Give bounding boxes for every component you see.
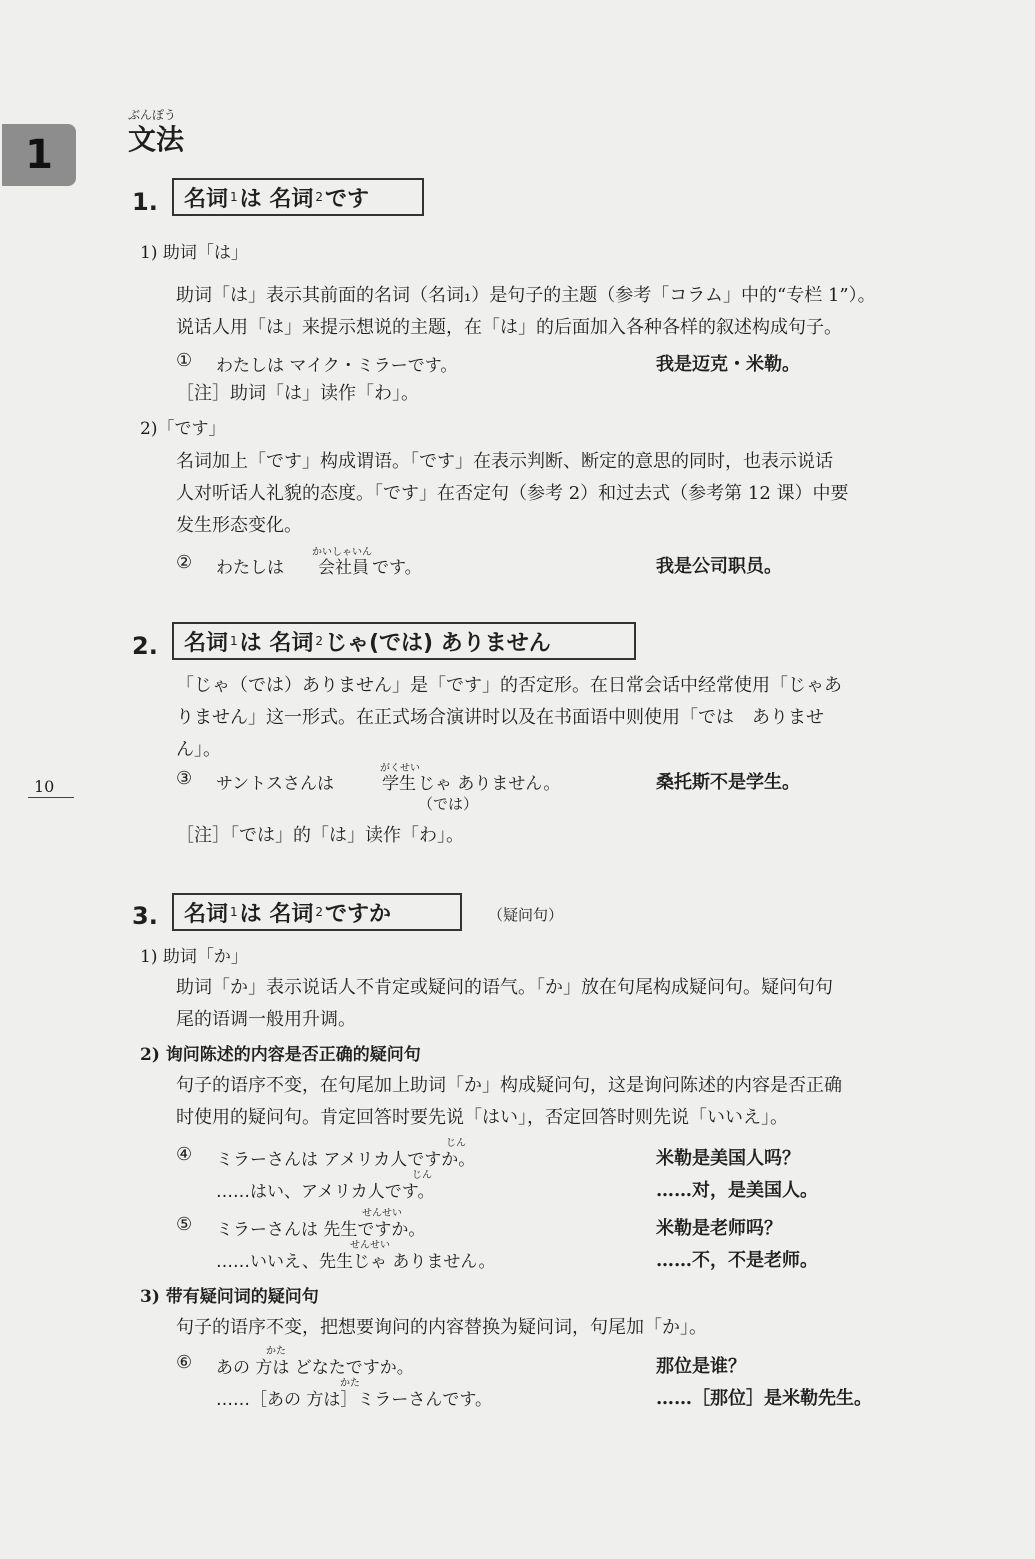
- page-number: 10: [34, 777, 55, 796]
- section-2-number: 2.: [132, 632, 158, 660]
- section-1-pattern-box: [172, 178, 424, 216]
- example-chinese: ……不，不是老师。: [656, 1250, 818, 1271]
- pattern-middle: は 名词: [239, 186, 314, 212]
- example-japanese: じゃ ありません。: [418, 774, 561, 794]
- pattern-subscript: 1: [230, 190, 238, 204]
- paragraph-line: 发生形态变化。: [176, 515, 302, 536]
- example-chinese: ……对，是美国人。: [656, 1180, 818, 1201]
- example-japanese: ミラーさんは アメリカ人ですか。: [216, 1150, 476, 1170]
- sub-heading: 3) 带有疑问词的疑问句: [140, 1287, 319, 1307]
- furigana: せんせい: [362, 1208, 402, 1219]
- furigana: せんせい: [350, 1240, 390, 1251]
- example-japanese: あの 方は どなたですか。: [216, 1358, 414, 1378]
- sub-heading: 1) 助词「は」: [140, 243, 248, 263]
- example-chinese: 我是迈克・米勒。: [656, 354, 800, 375]
- example-number: ②: [176, 552, 193, 573]
- example-chinese: 米勒是老师吗？: [656, 1218, 782, 1239]
- furigana: かた: [340, 1378, 360, 1389]
- pattern-middle: は 名词: [239, 901, 314, 927]
- paragraph-line: 句子的语序不变，在句尾加上助词「か」构成疑问句，这是询问陈述的内容是否正确: [176, 1075, 842, 1096]
- section-3-number: 3.: [132, 902, 158, 930]
- lesson-tab: 1: [2, 124, 76, 186]
- example-japanese: 会社員: [318, 558, 369, 578]
- furigana: じん: [446, 1138, 466, 1149]
- paragraph-line: 名词加上「です」构成谓语。「です」在表示判断、断定的意思的同时，也表示说话: [176, 451, 833, 472]
- section-3-pattern-box: [172, 893, 462, 931]
- sub-heading: 2) 询问陈述的内容是否正确的疑问句: [140, 1045, 421, 1065]
- paragraph-line: 时使用的疑问句。肯定回答时要先说「はい」，否定回答时则先说「いいえ」。: [176, 1107, 788, 1128]
- paragraph-line: 助词「は」表示其前面的名词（名词₁）是句子的主题（参考「コラム」中的“专栏 1”）。: [176, 285, 876, 306]
- example-japanese: わたしは: [216, 558, 284, 578]
- section-3-tag: （疑问句）: [488, 906, 564, 924]
- example-japanese: ミラーさんは 先生ですか。: [216, 1220, 426, 1240]
- example-alternative: （では）: [418, 795, 479, 813]
- example-number: ④: [176, 1144, 193, 1165]
- furigana: じん: [412, 1170, 432, 1181]
- example-japanese: です。: [372, 558, 422, 578]
- furigana: かた: [266, 1346, 286, 1357]
- paragraph-line: 人对听话人礼貌的态度。「です」在否定句（参考 2）和过去式（参考第 12 课）中要: [176, 483, 849, 504]
- paragraph-line: 「じゃ（では）ありません」是「です」的否定形。在日常会话中经常使用「じゃあ: [176, 675, 842, 696]
- pattern-middle: は 名词: [239, 630, 314, 656]
- pattern-subscript: 1: [230, 905, 238, 919]
- paragraph-line: 句子的语序不变，把想要询问的内容替换为疑问词，句尾加「か」。: [176, 1317, 707, 1338]
- example-answer: ……［あの 方は］ミラーさんです。: [216, 1390, 493, 1410]
- example-japanese: わたしは マイク・ミラーです。: [216, 356, 458, 376]
- example-number: ①: [176, 350, 193, 371]
- pattern-noun: 名词: [184, 901, 229, 927]
- pattern-subscript: 2: [315, 634, 323, 648]
- example-japanese: サントスさんは: [216, 774, 334, 794]
- page-number-rule: [28, 797, 74, 798]
- note: ［注］「では」的「は」读作「わ」。: [176, 825, 464, 846]
- example-chinese: ……［那位］是米勒先生。: [656, 1388, 872, 1409]
- paragraph-line: 说话人用「は」来提示想说的主题，在「は」的后面加入各种各样的叙述构成句子。: [176, 317, 842, 338]
- section-1-number: 1.: [132, 188, 158, 216]
- pattern-noun: 名词: [184, 186, 229, 212]
- example-chinese: 那位是谁？: [656, 1356, 746, 1377]
- example-chinese: 我是公司职员。: [656, 556, 782, 577]
- sub-heading: 1) 助词「か」: [140, 947, 248, 967]
- note: ［注］助词「は」读作「わ」。: [176, 383, 419, 404]
- pattern-subscript: 1: [230, 634, 238, 648]
- example-number: ③: [176, 768, 193, 789]
- paragraph-line: ん」。: [176, 739, 221, 760]
- heading-ruby: ぶんぽう: [128, 108, 177, 122]
- pattern-subscript: 2: [315, 190, 323, 204]
- example-answer: ……いいえ、先生じゃ ありません。: [216, 1252, 496, 1272]
- example-number: ⑥: [176, 1352, 193, 1373]
- pattern-noun: 名词: [184, 630, 229, 656]
- pattern-subscript: 2: [315, 905, 323, 919]
- example-number: ⑤: [176, 1214, 193, 1235]
- pattern-end: です: [324, 186, 369, 212]
- example-japanese: 学生: [382, 774, 416, 794]
- pattern-end: じゃ(では) ありません: [324, 630, 551, 656]
- page-title: 文法: [128, 123, 185, 156]
- paragraph-line: りません」这一形式。在正式场合演讲时以及在书面语中则使用「では ありませ: [176, 707, 824, 728]
- pattern-end: ですか: [324, 901, 391, 927]
- section-2-pattern-box: [172, 622, 636, 660]
- sub-heading: 2)「です」: [140, 419, 226, 439]
- example-chinese: 米勒是美国人吗？: [656, 1148, 800, 1169]
- example-chinese: 桑托斯不是学生。: [656, 772, 800, 793]
- paragraph-line: 助词「か」表示说话人不肯定或疑问的语气。「か」放在句尾构成疑问句。疑问句句: [176, 977, 833, 998]
- paragraph-line: 尾的语调一般用升调。: [176, 1009, 356, 1030]
- furigana: がくせい: [380, 763, 420, 774]
- furigana: かいしゃいん: [312, 547, 372, 558]
- example-answer: ……はい、アメリカ人です。: [216, 1182, 435, 1202]
